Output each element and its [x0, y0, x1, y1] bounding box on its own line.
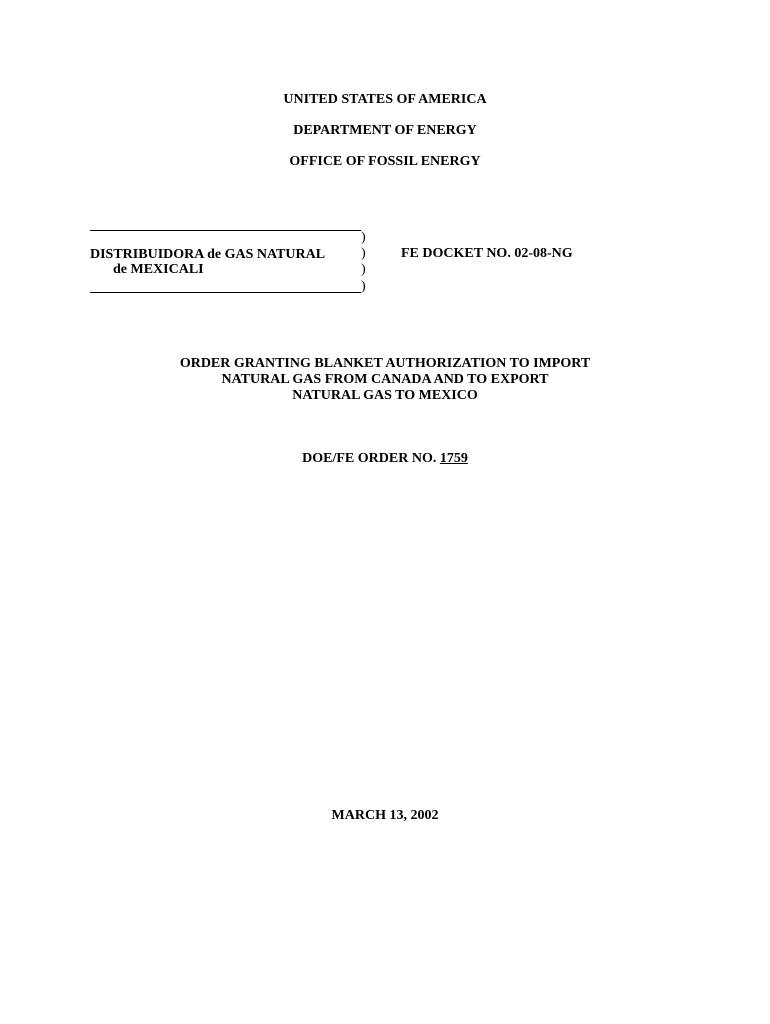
caption-bottom-rule	[90, 292, 361, 293]
order-title-line2: NATURAL GAS FROM CANADA AND TO EXPORT	[221, 372, 549, 387]
caption-paren: )	[361, 262, 366, 277]
caption-paren: )	[361, 279, 366, 294]
header-office: OFFICE OF FOSSIL ENERGY	[289, 154, 481, 169]
caption-top-rule	[90, 230, 361, 231]
order-number-value: 1759	[439, 451, 468, 466]
party-name: DISTRIBUIDORA de GAS NATURAL	[90, 247, 326, 262]
order-title-line3: NATURAL GAS TO MEXICO	[292, 388, 478, 403]
order-title-line1: ORDER GRANTING BLANKET AUTHORIZATION TO IMPORT	[179, 356, 591, 371]
order-number	[0, 451, 770, 467]
docket-number: FE DOCKET NO. 02-08-NG	[401, 246, 573, 261]
header-department: DEPARTMENT OF ENERGY	[293, 123, 477, 138]
caption-paren: )	[361, 246, 366, 261]
caption-paren: )	[361, 230, 366, 245]
order-date: MARCH 13, 2002	[331, 808, 439, 823]
party-name-continued: de MEXICALI	[113, 262, 204, 277]
header-country: UNITED STATES OF AMERICA	[283, 92, 487, 107]
order-number-prefix: DOE/FE ORDER NO.	[302, 451, 437, 466]
